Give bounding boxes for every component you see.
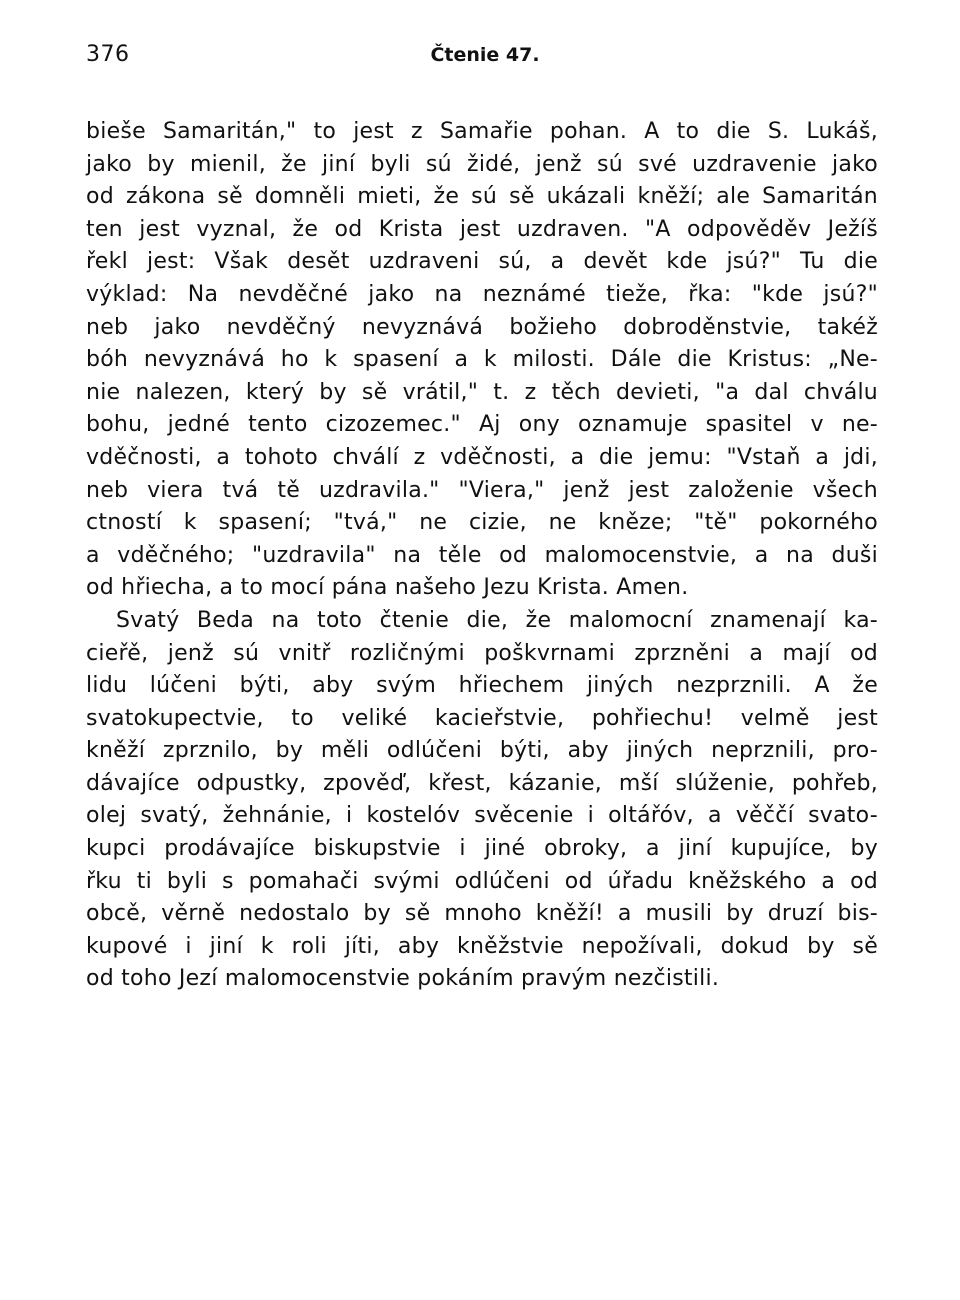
text-line: bóh nevyznává ho k spasení a k milosti. Dále die Kristus: „Ne- (86, 347, 878, 373)
text-line: cieřě, jenž sú vnitř rozličnými poškvrnami zprzněni a mají od (86, 640, 878, 666)
page-number: 376 (86, 42, 130, 67)
text-line: olej svatý, žehnánie, i kostelóv svěcenie i oltářóv, a věččí svato- (86, 803, 878, 829)
text-line: ten jest vyznal, že od Krista jest uzdraven. "A odpověděv Ježíš (86, 216, 878, 242)
text-line: lidu lúčeni býti, aby svým hřiechem jiných nezprznili. A že (86, 673, 878, 699)
text-line: od toho Jezí malomocenstvie pokáním pravým nezčistili. (86, 966, 720, 992)
text-line: kupové i jiní k roli jíti, aby kněžstvie nepožívali, dokud by sě (86, 933, 878, 959)
paragraph (86, 605, 878, 996)
text-line: neb viera tvá tě uzdravila." "Viera," jenž jest založenie všech (86, 477, 878, 503)
text-line: kupci prodávajíce biskupstvie i jiné obroky, a jiní kupujíce, by (86, 836, 878, 862)
text-line: bieše Samaritán," to jest z Samařie pohan. A to die S. Lukáš, (86, 119, 878, 144)
text-line: neb jako nevděčný nevyznává božieho dobroděnstvie, takéž (86, 314, 878, 340)
text-line: ctností k spasení; "tvá," ne cizie, ne kněze; "tě" pokorného (86, 510, 878, 536)
text-line: a vděčného; "uzdravila" na těle od malomocenstvie, a na duši (86, 542, 878, 568)
text-line: nie nalezen, který by sě vrátil," t. z těch devieti, "a dal chválu (86, 379, 878, 405)
text-line: řku ti byli s pomahači svými odlúčeni od úřadu kněžského a od (86, 868, 878, 894)
text-line: kněží zprznilo, by měli odlúčeni býti, aby jiných neprznili, pro- (86, 738, 878, 764)
page-header (86, 42, 874, 74)
text-line: od zákona sě domněli mieti, že sú sě ukázali kněží; ale Samaritán (86, 184, 878, 210)
running-title: Čtenie 47. (430, 44, 540, 66)
text-line: vděčnosti, a tohoto chválí z vděčnosti, a die jemu: "Vstaň a jdi, (86, 444, 878, 470)
text-line: bohu, jedné tento cizozemec." Aj ony oznamuje spasitel v ne- (86, 412, 878, 438)
text-line: jako by mienil, že jiní byli sú židé, jenž sú své uzdravenie jako (86, 151, 878, 177)
text-line: svatokupectvie, to veliké kacieřstvie, pohřiechu! velmě jest (86, 705, 878, 731)
text-line: obcě, věrně nedostalo by sě mnoho kněží! a musili by druzí bis- (86, 901, 878, 927)
text-line: dávajíce odpustky, zpověď, křest, kázanie, mší slúženie, pohřeb, (86, 770, 878, 796)
body-text (86, 116, 878, 996)
text-line: Svatý Beda na toto čtenie die, že malomocní znamenají ka- (116, 607, 878, 633)
text-line: výklad: Na nevděčné jako na neznámé tieže, řka: "kde jsú?" (86, 281, 878, 307)
text-line: od hřiecha, a to mocí pána našeho Jezu Krista. Amen. (86, 575, 689, 601)
paragraph (86, 116, 878, 605)
text-line: řekl jest: Však desět uzdraveni sú, a devět kde jsú?" Tu die (86, 249, 878, 275)
